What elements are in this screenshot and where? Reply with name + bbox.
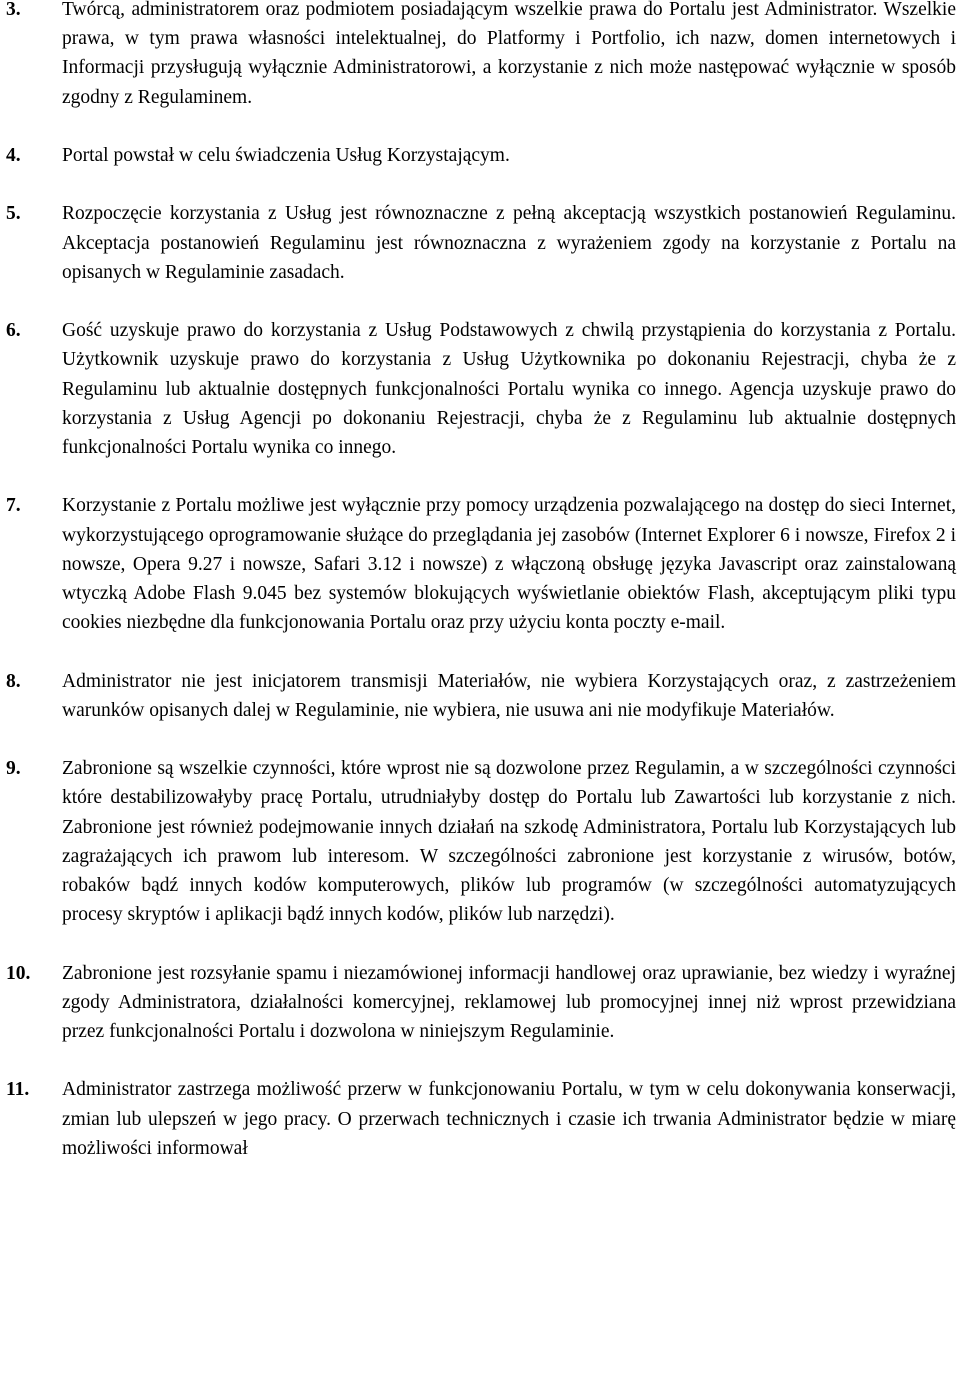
- list-item-11: [0, 1075, 960, 1163]
- item-number: 10.: [6, 962, 31, 984]
- item-number: 7.: [6, 495, 21, 517]
- item-number: 5.: [6, 203, 21, 225]
- list-item-9: [0, 754, 960, 929]
- list-item-3: [0, 0, 960, 112]
- item-number: 6.: [6, 320, 21, 342]
- item-number: 3.: [6, 0, 21, 20]
- list-item-8: [0, 667, 960, 725]
- item-text: Zabronione są wszelkie czynności, które wprost nie są dozwolone przez Regulamin, a w szczególności czynności które destabilizowałyby pracę Portalu, utrudniałyby dostęp do Portalu lub Zawartości lub korzystanie z nich. Zabronione jest również podejmowanie innych działań na szkodę Administratora, Portalu lub Korzystających lub zagrażających ich prawom lub interesom. W szczególności zabronione jest korzystanie z wirusów, botów, robaków bądź innych kodów komputerowych, plików lub programów (w szczególności automatyzujących procesy skryptów i aplikacji bądź innych kodów, plików lub narzędzi).: [62, 758, 956, 926]
- item-text: Gość uzyskuje prawo do korzystania z Usług Podstawowych z chwilą przystąpienia do korzystania z Portalu. Użytkownik uzyskuje prawo do korzystania z Usług Użytkownika po dokonaniu Rejestracji, chyba że z Regulaminu lub aktualnie dostępnych funkcjonalności Portalu wynika co innego. Agencja uzyskuje prawo do korzystania z Usług Agencji po dokonaniu Rejestracji, chyba że z Regulaminu lub aktualnie dostępnych funkcjonalności Portalu wynika co innego.: [62, 320, 956, 458]
- item-number: 9.: [6, 758, 21, 780]
- item-text: Administrator nie jest inicjatorem transmisji Materiałów, nie wybiera Korzystających oraz, z zastrzeżeniem warunków opisanych dalej w Regulaminie, nie wybiera, nie usuwa ani nie modyfikuje Materiałów.: [62, 670, 956, 721]
- item-text: Rozpoczęcie korzystania z Usług jest równoznaczne z pełną akceptacją wszystkich postanowień Regulaminu. Akceptacja postanowień Regulaminu jest równoznaczna z wyrażeniem zgody na korzystanie z Portalu na opisanych w Regulaminie zasadach.: [62, 203, 956, 283]
- item-number: 8.: [6, 670, 21, 692]
- list-item-4: [0, 141, 960, 170]
- list-item-5: [0, 199, 960, 287]
- list-item-10: [0, 959, 960, 1047]
- list-item-7: [0, 491, 960, 637]
- item-text: Zabronione jest rozsyłanie spamu i niezamówionej informacji handlowej oraz uprawianie, bez wiedzy i wyraźnej zgody Administratora, działalności komercyjnej, reklamowej lub promocyjnej innej niż wprost przewidziana przez funkcjonalności Portalu i dozwolona w niniejszym Regulaminie.: [62, 962, 956, 1042]
- item-text: Portal powstał w celu świadczenia Usług Korzystającym.: [62, 145, 510, 166]
- list-item-6: [0, 316, 960, 462]
- item-text: Twórcą, administratorem oraz podmiotem posiadającym wszelkie prawa do Portalu jest Administrator. Wszelkie prawa, w tym prawa własności intelektualnej, do Platformy i Portfolio, ich nazw, domen internetowych i Informacji przysługują wyłącznie Administratorowi, a korzystanie z nich może następować wyłącznie w sposób zgodny z Regulaminem.: [62, 0, 956, 108]
- item-text: Korzystanie z Portalu możliwe jest wyłącznie przy pomocy urządzenia pozwalającego na dostęp do sieci Internet, wykorzystującego oprogramowanie służące do przeglądania jej zasobów (Internet Explorer 6 i nowsze, Firefox 2 i nowsze, Opera 9.27 i nowsze, Safari 3.12 i nowsze) z włączoną obsługę języka Javascript oraz zainstalowaną wtyczką Adobe Flash 9.045 bez systemów blokujących wyświetlanie obiektów Flash, akceptującym pliki typu cookies niezbędne dla funkcjonowania Portalu oraz przy użyciu konta poczty e-mail.: [62, 495, 956, 634]
- item-number: 4.: [6, 145, 21, 166]
- item-text: Administrator zastrzega możliwość przerw w funkcjonowaniu Portalu, w tym w celu dokonywania konserwacji, zmian lub ulepszeń w jego pracy. O przerwach technicznych i czasie ich trwania Administrator będzie w miarę możliwości informował: [62, 1079, 956, 1159]
- item-number: 11.: [6, 1079, 30, 1101]
